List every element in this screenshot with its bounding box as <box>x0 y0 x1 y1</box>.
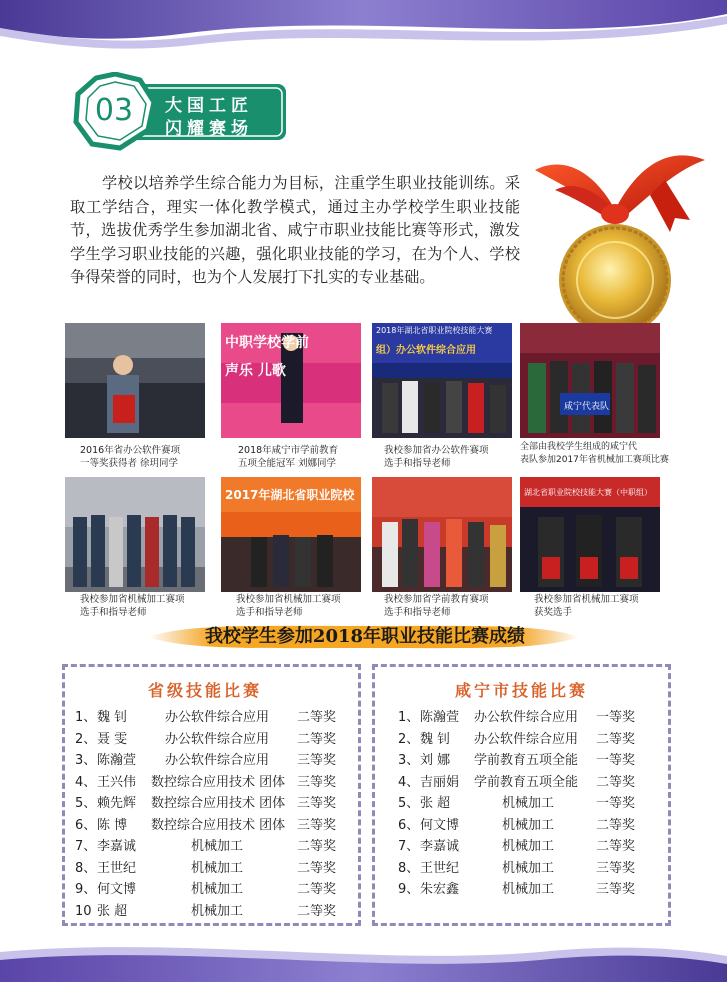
result-event: 学前教育五项全能 <box>474 774 579 790</box>
photo-caption: 我校参加省机械加工赛项 选手和指导老师 <box>80 594 185 618</box>
result-name: 何文博 <box>97 882 137 897</box>
result-index: 5、 <box>75 796 97 811</box>
result-row <box>398 708 678 728</box>
photo-banner-text: 2018年湖北省职业院校技能大赛 <box>376 326 493 335</box>
photo-caption: 我校参加省机械加工赛项 获奖选手 <box>534 594 639 618</box>
result-event: 机械加工 <box>502 860 555 876</box>
result-row <box>75 902 355 922</box>
result-index: 1、 <box>398 710 420 725</box>
result-award: 一等奖 <box>596 753 636 768</box>
result-index: 7、 <box>75 839 97 854</box>
photo-preschool-champion <box>221 323 361 438</box>
result-name: 陈瀚萱 <box>420 710 460 725</box>
result-index: 9、 <box>398 882 420 897</box>
section-number: 03 <box>94 93 134 128</box>
result-award: 三等奖 <box>596 860 636 876</box>
result-name: 聂 雯 <box>97 731 128 747</box>
provincial-title: 省级技能比赛 <box>148 681 263 700</box>
result-index: 3、 <box>75 753 97 768</box>
intro-paragraph: 学校以培养学生综合能力为目标，注重学生职业技能训练。采取工学结合，理实一体化教学模式，通过主办学校学生职业技能节，选拔优秀学生参加湖北省、咸宁市职业技能比赛等形式，激发学生学习职业技能的兴趣，强化职业技能的学习，在为个人、学校争得荣誉的同时，也为个人发展打下扎实的专业基础。 <box>70 174 520 286</box>
result-name: 王世纪 <box>97 860 137 876</box>
photo-banner-text: 咸宁代表队 <box>564 402 610 412</box>
photo-xianning-team <box>520 323 660 438</box>
result-name: 张 超 <box>97 903 128 919</box>
result-name: 张 超 <box>420 796 451 811</box>
photo-office-team <box>372 323 512 438</box>
city-title: 咸宁市技能比赛 <box>455 681 589 700</box>
result-event: 数控综合应用技术 团体 <box>151 796 286 811</box>
result-award: 二等奖 <box>297 710 337 725</box>
result-award: 二等奖 <box>297 860 337 876</box>
result-name: 魏 钊 <box>420 731 451 747</box>
result-row <box>398 773 678 793</box>
result-event: 机械加工 <box>191 860 244 876</box>
photo-banner-text: 组）办公软件综合应用 <box>376 345 476 356</box>
photo-caption: 我校参加省机械加工赛项 选手和指导老师 <box>236 594 341 618</box>
result-event: 机械加工 <box>502 796 555 811</box>
section-title-line2: 闪耀赛场 <box>165 119 253 139</box>
result-row <box>75 880 355 900</box>
result-name: 吉丽娟 <box>420 774 460 790</box>
result-event: 学前教育五项全能 <box>474 753 579 768</box>
result-award: 二等奖 <box>596 817 636 833</box>
result-row <box>75 751 355 771</box>
result-name: 何文博 <box>420 817 460 833</box>
result-index: 4、 <box>75 774 97 790</box>
result-row <box>398 816 678 836</box>
result-award: 三等奖 <box>596 882 636 897</box>
result-index: 2、 <box>75 731 97 747</box>
result-award: 二等奖 <box>297 731 337 747</box>
result-row <box>75 837 355 857</box>
bottom-wave-decoration <box>0 922 727 982</box>
result-name: 刘 娜 <box>420 753 451 768</box>
photo-banner-text: 湖北省职业院校技能大赛（中职组） <box>524 488 652 497</box>
result-award: 一等奖 <box>596 796 636 811</box>
result-award: 三等奖 <box>297 817 337 833</box>
result-index: 8、 <box>398 860 420 876</box>
photo-machining-team-2 <box>221 477 361 592</box>
result-index: 10 <box>75 903 92 919</box>
result-event: 数控综合应用技术 团体 <box>151 774 286 790</box>
result-event: 机械加工 <box>502 882 555 897</box>
photo-caption: 我校参加省办公软件赛项 选手和指导老师 <box>384 445 489 469</box>
result-award: 二等奖 <box>297 903 337 919</box>
result-event: 办公软件综合应用 <box>474 731 579 747</box>
gold-medal-icon <box>515 140 715 340</box>
result-row <box>75 708 355 728</box>
photo-machining-team-1 <box>65 477 205 592</box>
result-award: 二等奖 <box>297 839 337 854</box>
result-index: 6、 <box>75 817 97 833</box>
result-award: 一等奖 <box>596 710 636 725</box>
result-event: 办公软件综合应用 <box>165 731 270 747</box>
result-event: 机械加工 <box>191 903 244 919</box>
photo-caption: 2018年咸宁市学前教育 五项全能冠军 刘娜同学 <box>238 445 339 469</box>
photo-banner-text: 声乐 儿歌 <box>225 363 286 379</box>
result-name: 王世纪 <box>420 860 460 876</box>
result-award: 二等奖 <box>596 839 636 854</box>
result-award: 三等奖 <box>297 753 337 768</box>
result-index: 1、 <box>75 710 97 725</box>
result-event: 办公软件综合应用 <box>165 753 270 768</box>
result-name: 朱宏鑫 <box>420 882 460 897</box>
result-index: 9、 <box>75 882 97 897</box>
result-row <box>398 880 678 900</box>
result-index: 7、 <box>398 839 420 854</box>
photo-award-office-software <box>65 323 205 438</box>
result-row <box>398 837 678 857</box>
result-award: 二等奖 <box>297 882 337 897</box>
result-row <box>398 794 678 814</box>
result-event: 办公软件综合应用 <box>165 710 270 725</box>
photo-caption: 全部由我校学生组成的咸宁代 表队参加2017年省机械加工赛项比赛 <box>520 442 669 465</box>
result-name: 李嘉诚 <box>420 839 460 854</box>
result-award: 二等奖 <box>596 774 636 790</box>
result-index: 6、 <box>398 817 420 833</box>
photo-preschool-team <box>372 477 512 592</box>
photo-caption: 我校参加省学前教育赛项 选手和指导老师 <box>384 594 489 618</box>
result-row <box>75 859 355 879</box>
result-index: 5、 <box>398 796 420 811</box>
result-row <box>75 816 355 836</box>
result-event: 机械加工 <box>191 839 244 854</box>
result-event: 机械加工 <box>502 839 555 854</box>
result-event: 机械加工 <box>502 817 555 833</box>
section-title-line1: 大国工匠 <box>165 96 253 116</box>
result-row <box>75 794 355 814</box>
result-event: 办公软件综合应用 <box>474 710 579 725</box>
photo-machining-winners <box>520 477 660 592</box>
result-row <box>398 751 678 771</box>
result-name: 赖先辉 <box>97 796 137 811</box>
photo-banner-text: 2017年湖北省职业院校 <box>225 488 355 502</box>
result-name: 陈 博 <box>97 817 128 833</box>
result-row <box>398 859 678 879</box>
result-row <box>75 773 355 793</box>
result-name: 王兴伟 <box>97 774 137 790</box>
photo-banner-text: 中职学校学前 <box>225 335 309 351</box>
photo-caption: 2016年省办公软件赛项 一等奖获得者 徐玥同学 <box>80 445 181 469</box>
result-name: 陈瀚萱 <box>97 753 137 768</box>
result-row <box>75 730 355 750</box>
result-index: 3、 <box>398 753 420 768</box>
top-wave-decoration <box>0 0 727 70</box>
result-event: 数控综合应用技术 团体 <box>151 817 286 833</box>
result-award: 三等奖 <box>297 774 337 790</box>
result-index: 4、 <box>398 774 420 790</box>
result-index: 8、 <box>75 860 97 876</box>
result-event: 机械加工 <box>191 882 244 897</box>
result-row <box>398 730 678 750</box>
result-award: 三等奖 <box>297 796 337 811</box>
result-index: 2、 <box>398 731 420 747</box>
result-name: 魏 钊 <box>97 710 128 725</box>
results-banner-title: 我校学生参加2018年职业技能比赛成绩 <box>204 626 526 647</box>
result-award: 二等奖 <box>596 731 636 747</box>
result-name: 李嘉诚 <box>97 839 137 854</box>
